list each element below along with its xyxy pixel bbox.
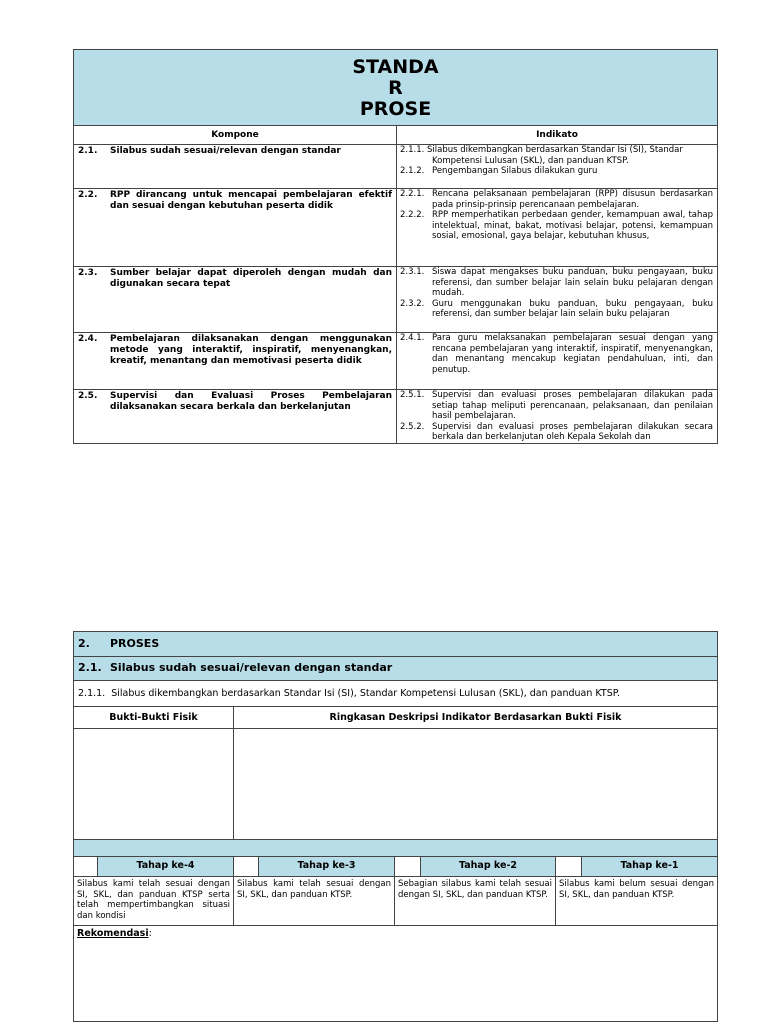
tahap-1-checkbox[interactable] bbox=[556, 857, 582, 876]
indikator-cell bbox=[397, 333, 717, 389]
indicator-item: 2.4.1. Para guru melaksanakan pembelajaran sesuai dengan yang rencana pembelajaran yang interaktif, inspiratif, menyenangkan, dan menantang mencakup kegiatan pendahuluan, inti, dan penutup. bbox=[400, 333, 713, 375]
standar-proses-table bbox=[73, 49, 718, 444]
row-number: 2.3. bbox=[78, 268, 98, 278]
indicator-item: 2.5.1. Supervisi dan evaluasi proses pembelajaran dilakukan pada setiap tahap meliputi perencanaan, pelaksanaan, dan penilaian hasil pembelajaran. bbox=[400, 390, 713, 421]
subsection-title: Silabus sudah sesuai/relevan dengan standar bbox=[110, 661, 393, 674]
bukti-fisik-field[interactable] bbox=[74, 729, 234, 839]
komponen-text: Supervisi dan Evaluasi Proses Pembelajaran dilaksanakan secara berkala dan berkelanjutan bbox=[110, 391, 392, 412]
column-header-komponen: Kompone bbox=[74, 125, 396, 145]
indicator-item: 2.3.2. Guru menggunakan buku panduan, buku pengayaan, buku referensi, dan sumber belajar lain selain buku pelajaran bbox=[400, 298, 713, 319]
tahap-1-label: Tahap ke-1 bbox=[582, 857, 717, 876]
komponen-text: Pembelajaran dilaksanakan dengan menggunakan metode yang interaktif, inspiratif, menyenangkan, kreatif, menantang dan memotivasi peserta didik bbox=[110, 334, 392, 366]
indicator-item: 2.2.2. RPP memperhatikan perbedaan gender, kemampuan awal, tahap intelektual, minat, bakat, motivasi belajar, potensi, kemampuan sosial, emosional, gaya belajar, kebutuhan khusus, bbox=[400, 210, 713, 241]
subsection-header bbox=[74, 657, 717, 681]
rekomendasi-label: Rekomendasi bbox=[77, 928, 149, 939]
title-line-2: R bbox=[388, 77, 403, 99]
indicator-number: 2.1.1. bbox=[78, 688, 106, 699]
subsection-number: 2.1. bbox=[78, 661, 102, 674]
table-row bbox=[74, 189, 717, 267]
table-row bbox=[74, 267, 717, 333]
tahap-description-row bbox=[74, 877, 717, 926]
tahap-2-label: Tahap ke-2 bbox=[421, 857, 556, 876]
column-header-bukti: Bukti-Bukti Fisik bbox=[74, 707, 234, 728]
column-header-ringkasan: Ringkasan Deskripsi Indikator Berdasarkan Bukti Fisik bbox=[329, 712, 622, 723]
indicator-item: 2.5.2. Supervisi dan evaluasi proses pembelajaran dilakukan secara berkala dan berkelanjutan oleh Kepala Sekolah dan bbox=[400, 421, 713, 442]
title-line-3: PROSE bbox=[359, 98, 432, 120]
section-title: PROSES bbox=[110, 637, 160, 650]
spacer-band bbox=[74, 840, 717, 857]
indikator-cell bbox=[397, 390, 717, 443]
row-number: 2.4. bbox=[78, 334, 98, 344]
indicator-item: 2.3.1. Siswa dapat mengakses buku panduan, buku pengayaan, buku referensi, dan sumber belajar lain selain buku pelajaran dengan mudah. bbox=[400, 267, 713, 298]
indikator-cell bbox=[397, 267, 717, 332]
indikator-cell bbox=[397, 145, 717, 188]
tahap-4-checkbox[interactable] bbox=[74, 857, 98, 876]
indicator-row bbox=[74, 681, 717, 707]
rekomendasi-colon: : bbox=[148, 928, 152, 939]
section-number: 2. bbox=[78, 637, 90, 650]
tahap-4-description: Silabus kami telah sesuai dengan SI, SKL, dan panduan KTSP serta telah mempertimbangkan situasi dan kondisi bbox=[74, 877, 234, 925]
title-line-1: STANDA bbox=[352, 56, 439, 78]
table-row bbox=[74, 390, 717, 443]
tahap-3-description: Silabus kami telah sesuai dengan SI, SKL, dan panduan KTSP. bbox=[234, 877, 395, 925]
indikator-cell bbox=[397, 189, 717, 266]
indicator-item: 2.1.1. Silabus dikembangkan berdasarkan Standar Isi (SI), Standar bbox=[400, 145, 683, 155]
komponen-text: RPP dirancang untuk mencapai pembelajaran efektif dan sesuai dengan kebutuhan peserta didik bbox=[110, 190, 392, 211]
indicator-item: 2.1.2. Pengembangan Silabus dilakukan guru bbox=[400, 166, 598, 176]
table-row bbox=[74, 333, 717, 390]
table-title bbox=[74, 57, 717, 120]
tahap-2-description: Sebagian silabus kami telah sesuai dengan SI, SKL, dan panduan KTSP. bbox=[395, 877, 556, 925]
section-header bbox=[74, 632, 717, 657]
table-row bbox=[74, 145, 717, 189]
row-number: 2.5. bbox=[78, 391, 98, 401]
proses-evaluation-table bbox=[73, 631, 718, 1022]
row-number: 2.1. bbox=[78, 146, 98, 156]
komponen-text: Sumber belajar dapat diperoleh dengan mudah dan digunakan secara tepat bbox=[110, 268, 392, 289]
indicator-text: Silabus dikembangkan berdasarkan Standar Isi (SI), Standar Kompetensi Lulusan (SKL), dan panduan KTSP. bbox=[111, 688, 621, 699]
indicator-item: Kompetensi Lulusan (SKL), dan panduan KTSP. bbox=[432, 155, 629, 166]
indicator-item: 2.2.1. Rencana pelaksanaan pembelajaran (RPP) disusun berdasarkan pada prinsip-prinsip perencanaan pembelajaran. bbox=[400, 189, 713, 210]
evidence-header-row bbox=[74, 707, 717, 729]
table-title-header bbox=[74, 50, 717, 126]
column-header-indikator: Indikato bbox=[397, 125, 717, 145]
tahap-1-description: Silabus kami belum sesuai dengan SI, SKL, dan panduan KTSP. bbox=[559, 879, 714, 900]
tahap-4-label: Tahap ke-4 bbox=[98, 857, 234, 876]
ringkasan-deskripsi-field[interactable] bbox=[234, 729, 717, 839]
tahap-3-label: Tahap ke-3 bbox=[259, 857, 395, 876]
komponen-text: Silabus sudah sesuai/relevan dengan standar bbox=[110, 146, 341, 156]
tahap-2-checkbox[interactable] bbox=[395, 857, 421, 876]
tahap-header-row bbox=[74, 857, 717, 877]
row-number: 2.2. bbox=[78, 190, 98, 200]
tahap-3-checkbox[interactable] bbox=[234, 857, 259, 876]
evidence-body-row bbox=[74, 729, 717, 840]
rekomendasi-row[interactable] bbox=[74, 926, 717, 1021]
